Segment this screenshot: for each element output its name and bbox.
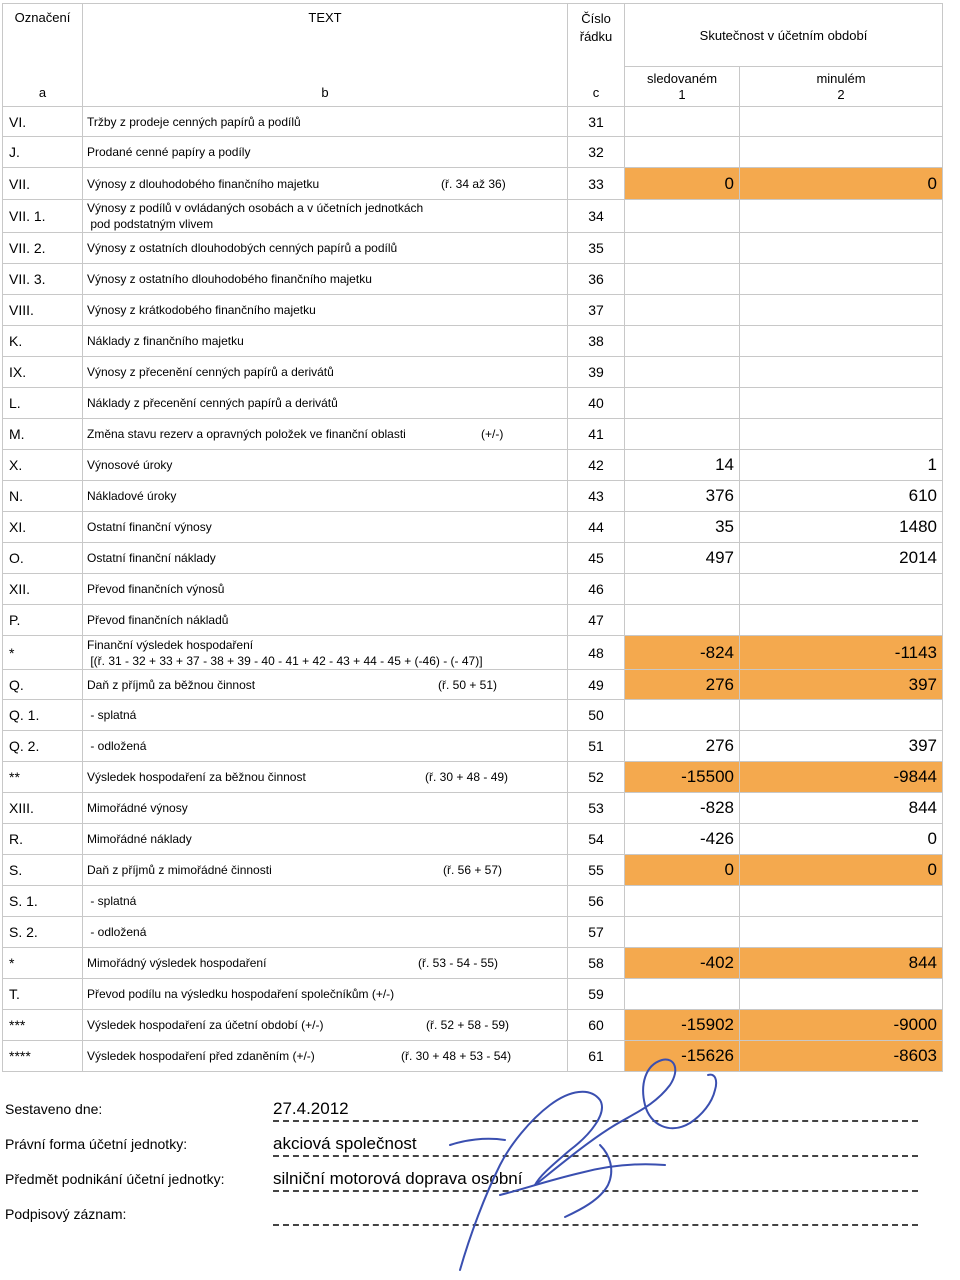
cell-minulem bbox=[740, 295, 943, 326]
cell-cislo: 32 bbox=[568, 137, 625, 168]
table-row bbox=[3, 168, 943, 200]
cell-minulem: 1 bbox=[740, 450, 943, 481]
table-row bbox=[3, 917, 943, 948]
table-row bbox=[3, 388, 943, 419]
row-formula-note: (ř. 50 + 51) bbox=[438, 677, 498, 692]
table-row bbox=[3, 948, 943, 979]
cell-text bbox=[83, 1041, 568, 1072]
cell-oznaceni: M. bbox=[3, 419, 83, 450]
cell-oznaceni: J. bbox=[3, 137, 83, 168]
predmet-label: Předmět podnikání účetní jednotky: bbox=[5, 1171, 225, 1187]
cell-cislo: 57 bbox=[568, 917, 625, 948]
row-label: Nákladové úroky bbox=[87, 489, 177, 503]
header-sub-1: 1 bbox=[678, 86, 686, 102]
cell-sledovanem bbox=[625, 574, 740, 605]
cell-cislo: 31 bbox=[568, 107, 625, 137]
header-minulem bbox=[740, 67, 943, 107]
cell-oznaceni: VI. bbox=[3, 107, 83, 137]
cell-minulem: 0 bbox=[740, 824, 943, 855]
row-label: - odložená bbox=[87, 739, 147, 753]
row-label: Výsledek hospodaření za běžnou činnost bbox=[87, 770, 306, 784]
row-label: Mimořádné náklady bbox=[87, 832, 192, 846]
row-label: Změna stavu rezerv a opravných položek ve finanční oblasti bbox=[87, 427, 406, 441]
header-oznaceni bbox=[3, 4, 83, 107]
cell-sledovanem bbox=[625, 388, 740, 419]
cell-minulem: 844 bbox=[740, 793, 943, 824]
row-label: Výnosy z přecenění cenných papírů a derivátů bbox=[87, 365, 334, 379]
cell-cislo: 41 bbox=[568, 419, 625, 450]
cell-minulem: 0 bbox=[740, 855, 943, 886]
cell-oznaceni: * bbox=[3, 636, 83, 670]
cell-text bbox=[83, 700, 568, 731]
sestaveno-dashline bbox=[273, 1120, 918, 1122]
header-skutecnost bbox=[625, 4, 943, 67]
row-label: Ostatní finanční výnosy bbox=[87, 520, 212, 534]
cell-cislo: 49 bbox=[568, 670, 625, 700]
cell-cislo: 35 bbox=[568, 233, 625, 264]
row-label: Náklady z finančního majetku bbox=[87, 334, 244, 348]
row-label: Finanční výsledek hospodaření [(ř. 31 - 32 + 33 + 37 - 38 + 39 - 40 - 41 + 42 - 43 + 44 - 45 + (-46) - (- 47)] bbox=[87, 637, 483, 668]
cell-minulem: -9000 bbox=[740, 1010, 943, 1041]
header-oznaceni-label: Označení bbox=[14, 10, 71, 25]
cell-oznaceni: VII. 1. bbox=[3, 200, 83, 233]
cell-oznaceni: XI. bbox=[3, 512, 83, 543]
cell-oznaceni: VII. bbox=[3, 168, 83, 200]
cell-sledovanem bbox=[625, 295, 740, 326]
cell-cislo: 37 bbox=[568, 295, 625, 326]
cell-oznaceni: O. bbox=[3, 543, 83, 574]
cell-cislo: 56 bbox=[568, 886, 625, 917]
header-sledovanem-label: sledovaném bbox=[646, 70, 718, 86]
cell-text bbox=[83, 574, 568, 605]
header-text bbox=[83, 4, 568, 107]
cell-minulem bbox=[740, 264, 943, 295]
cell-text bbox=[83, 264, 568, 295]
row-label: - odložená bbox=[87, 925, 147, 939]
cell-cislo: 51 bbox=[568, 731, 625, 762]
table-row bbox=[3, 1010, 943, 1041]
cell-sledovanem bbox=[625, 357, 740, 388]
pravni-forma-dashline bbox=[273, 1155, 918, 1157]
cell-cislo: 59 bbox=[568, 979, 625, 1010]
cell-cislo: 33 bbox=[568, 168, 625, 200]
cell-text bbox=[83, 670, 568, 700]
cell-text bbox=[83, 543, 568, 574]
cell-sledovanem bbox=[625, 233, 740, 264]
row-label: Tržby z prodeje cenných papírů a podílů bbox=[87, 114, 301, 129]
cell-cislo: 46 bbox=[568, 574, 625, 605]
table-row bbox=[3, 107, 943, 137]
cell-cislo: 50 bbox=[568, 700, 625, 731]
row-label: - splatná bbox=[87, 708, 137, 722]
cell-oznaceni: T. bbox=[3, 979, 83, 1010]
cell-oznaceni: *** bbox=[3, 1010, 83, 1041]
row-formula-note: (ř. 56 + 57) bbox=[443, 863, 503, 877]
cell-oznaceni: IX. bbox=[3, 357, 83, 388]
cell-oznaceni: VIII. bbox=[3, 295, 83, 326]
cell-cislo: 48 bbox=[568, 636, 625, 670]
cell-oznaceni: P. bbox=[3, 605, 83, 636]
row-label: Mimořádný výsledek hospodaření bbox=[87, 956, 267, 970]
cell-cislo: 44 bbox=[568, 512, 625, 543]
header-sub-b: b bbox=[321, 85, 329, 100]
cell-minulem bbox=[740, 605, 943, 636]
sestaveno-value: 27.4.2012 bbox=[273, 1099, 349, 1118]
cell-sledovanem: -15626 bbox=[625, 1041, 740, 1072]
row-label: Převod podílu na výsledku hospodaření společníkům (+/-) bbox=[87, 987, 395, 1001]
cell-minulem bbox=[740, 574, 943, 605]
cell-sledovanem: -828 bbox=[625, 793, 740, 824]
cell-text bbox=[83, 512, 568, 543]
row-formula-note: (ř. 30 + 48 - 49) bbox=[425, 770, 509, 784]
table-row bbox=[3, 200, 943, 233]
cell-text bbox=[83, 1010, 568, 1041]
cell-cislo: 38 bbox=[568, 326, 625, 357]
cell-text bbox=[83, 824, 568, 855]
table-row bbox=[3, 326, 943, 357]
cell-cislo: 47 bbox=[568, 605, 625, 636]
cell-oznaceni: S. 2. bbox=[3, 917, 83, 948]
table-row bbox=[3, 574, 943, 605]
cell-cislo: 53 bbox=[568, 793, 625, 824]
header-cislo-label: Číslo řádku bbox=[579, 11, 613, 44]
predmet-value: silniční motorová doprava osobní bbox=[273, 1169, 523, 1188]
cell-sledovanem bbox=[625, 107, 740, 137]
cell-oznaceni: Q. 2. bbox=[3, 731, 83, 762]
cell-minulem bbox=[740, 979, 943, 1010]
sestaveno-label: Sestaveno dne: bbox=[5, 1101, 103, 1117]
row-label: Výnosové úroky bbox=[87, 458, 173, 472]
table-row bbox=[3, 233, 943, 264]
cell-text bbox=[83, 762, 568, 793]
cell-text bbox=[83, 233, 568, 264]
cell-cislo: 34 bbox=[568, 200, 625, 233]
pravni-forma-label: Právní forma účetní jednotky: bbox=[5, 1136, 188, 1152]
row-formula-note: (ř. 53 - 54 - 55) bbox=[418, 956, 499, 970]
cell-cislo: 60 bbox=[568, 1010, 625, 1041]
row-label: Převod finančních výnosů bbox=[87, 582, 225, 596]
row-formula-note: (+/-) bbox=[481, 427, 504, 441]
cell-oznaceni: N. bbox=[3, 481, 83, 512]
cell-sledovanem: -15500 bbox=[625, 762, 740, 793]
row-label: Výnosy z dlouhodobého finančního majetku bbox=[87, 176, 320, 191]
cell-oznaceni: S. bbox=[3, 855, 83, 886]
cell-sledovanem bbox=[625, 200, 740, 233]
header-skutecnost-label: Skutečnost v účetním období bbox=[699, 27, 868, 43]
cell-text bbox=[83, 137, 568, 168]
cell-minulem: -8603 bbox=[740, 1041, 943, 1072]
cell-minulem bbox=[740, 388, 943, 419]
cell-text bbox=[83, 295, 568, 326]
cell-minulem bbox=[740, 137, 943, 168]
row-label: Ostatní finanční náklady bbox=[87, 551, 216, 565]
table-row bbox=[3, 979, 943, 1010]
cell-minulem bbox=[740, 233, 943, 264]
table-row bbox=[3, 700, 943, 731]
cell-sledovanem: -824 bbox=[625, 636, 740, 670]
handwritten-signature bbox=[440, 1045, 740, 1280]
cell-text bbox=[83, 636, 568, 670]
row-label: - splatná bbox=[87, 894, 137, 908]
cell-text bbox=[83, 200, 568, 233]
table-row bbox=[3, 264, 943, 295]
row-label: Výnosy z ostatního dlouhodobého finančního majetku bbox=[87, 272, 372, 286]
cell-cislo: 54 bbox=[568, 824, 625, 855]
cell-minulem: 1480 bbox=[740, 512, 943, 543]
cell-text bbox=[83, 388, 568, 419]
predmet-dashline bbox=[273, 1190, 918, 1192]
cell-oznaceni: VII. 2. bbox=[3, 233, 83, 264]
table-row bbox=[3, 605, 943, 636]
cell-sledovanem: 0 bbox=[625, 168, 740, 200]
cell-text bbox=[83, 948, 568, 979]
header-sledovanem bbox=[625, 67, 740, 107]
cell-cislo: 40 bbox=[568, 388, 625, 419]
header-cislo bbox=[568, 4, 625, 107]
cell-minulem: 610 bbox=[740, 481, 943, 512]
row-formula-note: (ř. 30 + 48 + 53 - 54) bbox=[401, 1049, 512, 1063]
cell-text bbox=[83, 357, 568, 388]
table-row bbox=[3, 636, 943, 670]
row-label: Prodané cenné papíry a podíly bbox=[87, 145, 251, 159]
table-row bbox=[3, 731, 943, 762]
cell-sledovanem: 14 bbox=[625, 450, 740, 481]
cell-sledovanem bbox=[625, 419, 740, 450]
cell-oznaceni: S. 1. bbox=[3, 886, 83, 917]
cell-oznaceni: L. bbox=[3, 388, 83, 419]
cell-sledovanem: -15902 bbox=[625, 1010, 740, 1041]
cell-cislo: 45 bbox=[568, 543, 625, 574]
cell-sledovanem: -426 bbox=[625, 824, 740, 855]
cell-text bbox=[83, 605, 568, 636]
cell-text bbox=[83, 481, 568, 512]
row-label: Výsledek hospodaření za účetní období (+/-) bbox=[87, 1018, 324, 1032]
table-row bbox=[3, 1041, 943, 1072]
cell-oznaceni: X. bbox=[3, 450, 83, 481]
cell-minulem: -1143 bbox=[740, 636, 943, 670]
table-row bbox=[3, 824, 943, 855]
cell-oznaceni: K. bbox=[3, 326, 83, 357]
cell-cislo: 39 bbox=[568, 357, 625, 388]
row-label: Daň z příjmů za běžnou činnost bbox=[87, 677, 256, 692]
cell-minulem: 397 bbox=[740, 731, 943, 762]
cell-minulem: 0 bbox=[740, 168, 943, 200]
cell-sledovanem bbox=[625, 979, 740, 1010]
pravni-forma-value: akciová společnost bbox=[273, 1134, 417, 1153]
cell-text bbox=[83, 168, 568, 200]
cell-text bbox=[83, 855, 568, 886]
header-sub-2: 2 bbox=[837, 86, 845, 102]
cell-text bbox=[83, 731, 568, 762]
cell-minulem: 397 bbox=[740, 670, 943, 700]
cell-sledovanem: 376 bbox=[625, 481, 740, 512]
cell-sledovanem bbox=[625, 917, 740, 948]
cell-oznaceni: R. bbox=[3, 824, 83, 855]
table-row bbox=[3, 481, 943, 512]
cell-minulem: 844 bbox=[740, 948, 943, 979]
row-label: Výnosy z krátkodobého finančního majetku bbox=[87, 303, 316, 317]
cell-minulem bbox=[740, 700, 943, 731]
table-row bbox=[3, 419, 943, 450]
cell-text bbox=[83, 326, 568, 357]
cell-cislo: 42 bbox=[568, 450, 625, 481]
table-row bbox=[3, 670, 943, 700]
cell-sledovanem: 35 bbox=[625, 512, 740, 543]
cell-cislo: 61 bbox=[568, 1041, 625, 1072]
cell-minulem bbox=[740, 419, 943, 450]
row-formula-note: (ř. 52 + 58 - 59) bbox=[426, 1018, 510, 1032]
cell-text bbox=[83, 793, 568, 824]
income-statement-table bbox=[2, 3, 943, 1072]
table-row bbox=[3, 762, 943, 793]
cell-cislo: 58 bbox=[568, 948, 625, 979]
cell-minulem bbox=[740, 200, 943, 233]
cell-text bbox=[83, 917, 568, 948]
cell-sledovanem: 276 bbox=[625, 731, 740, 762]
cell-text bbox=[83, 107, 568, 137]
cell-minulem bbox=[740, 886, 943, 917]
cell-minulem bbox=[740, 107, 943, 137]
cell-sledovanem: -402 bbox=[625, 948, 740, 979]
header-text-label: TEXT bbox=[308, 10, 342, 25]
cell-text bbox=[83, 886, 568, 917]
row-label: Daň z příjmů z mimořádné činnosti bbox=[87, 863, 272, 877]
cell-sledovanem bbox=[625, 886, 740, 917]
cell-oznaceni: VII. 3. bbox=[3, 264, 83, 295]
cell-sledovanem bbox=[625, 700, 740, 731]
table-row bbox=[3, 512, 943, 543]
cell-sledovanem: 497 bbox=[625, 543, 740, 574]
cell-cislo: 36 bbox=[568, 264, 625, 295]
cell-sledovanem bbox=[625, 326, 740, 357]
cell-minulem bbox=[740, 326, 943, 357]
header-sub-c: c bbox=[592, 85, 600, 100]
row-label: Výsledek hospodaření před zdaněním (+/-) bbox=[87, 1049, 315, 1063]
cell-oznaceni: * bbox=[3, 948, 83, 979]
table-row bbox=[3, 295, 943, 326]
row-label: Výnosy z ostatních dlouhodobých cenných papírů a podílů bbox=[87, 241, 398, 255]
podpis-dashline bbox=[273, 1224, 918, 1226]
cell-text bbox=[83, 419, 568, 450]
table-row bbox=[3, 855, 943, 886]
table-row bbox=[3, 793, 943, 824]
cell-minulem bbox=[740, 357, 943, 388]
cell-oznaceni: ** bbox=[3, 762, 83, 793]
header-sub-a: a bbox=[38, 85, 47, 100]
row-formula-note: (ř. 34 až 36) bbox=[441, 176, 506, 191]
cell-sledovanem: 276 bbox=[625, 670, 740, 700]
cell-minulem: 2014 bbox=[740, 543, 943, 574]
cell-cislo: 52 bbox=[568, 762, 625, 793]
table-row bbox=[3, 137, 943, 168]
cell-text bbox=[83, 450, 568, 481]
table-row bbox=[3, 543, 943, 574]
cell-sledovanem bbox=[625, 137, 740, 168]
podpis-label: Podpisový záznam: bbox=[5, 1206, 127, 1222]
cell-oznaceni: **** bbox=[3, 1041, 83, 1072]
row-label: Výnosy z podílů v ovládaných osobách a v účetních jednotkách pod podstatným vlivem bbox=[87, 201, 424, 231]
cell-minulem bbox=[740, 917, 943, 948]
table-row bbox=[3, 357, 943, 388]
cell-sledovanem: 0 bbox=[625, 855, 740, 886]
cell-oznaceni: Q. bbox=[3, 670, 83, 700]
row-label: Náklady z přecenění cenných papírů a derivátů bbox=[87, 396, 338, 410]
cell-oznaceni: Q. 1. bbox=[3, 700, 83, 731]
cell-text bbox=[83, 979, 568, 1010]
cell-cislo: 43 bbox=[568, 481, 625, 512]
row-label: Převod finančních nákladů bbox=[87, 613, 229, 627]
row-label: Mimořádné výnosy bbox=[87, 801, 188, 815]
cell-minulem: -9844 bbox=[740, 762, 943, 793]
cell-sledovanem bbox=[625, 605, 740, 636]
cell-oznaceni: XII. bbox=[3, 574, 83, 605]
header-minulem-label: minulém bbox=[816, 70, 866, 86]
table-row bbox=[3, 886, 943, 917]
cell-cislo: 55 bbox=[568, 855, 625, 886]
cell-oznaceni: XIII. bbox=[3, 793, 83, 824]
table-row bbox=[3, 450, 943, 481]
cell-sledovanem bbox=[625, 264, 740, 295]
